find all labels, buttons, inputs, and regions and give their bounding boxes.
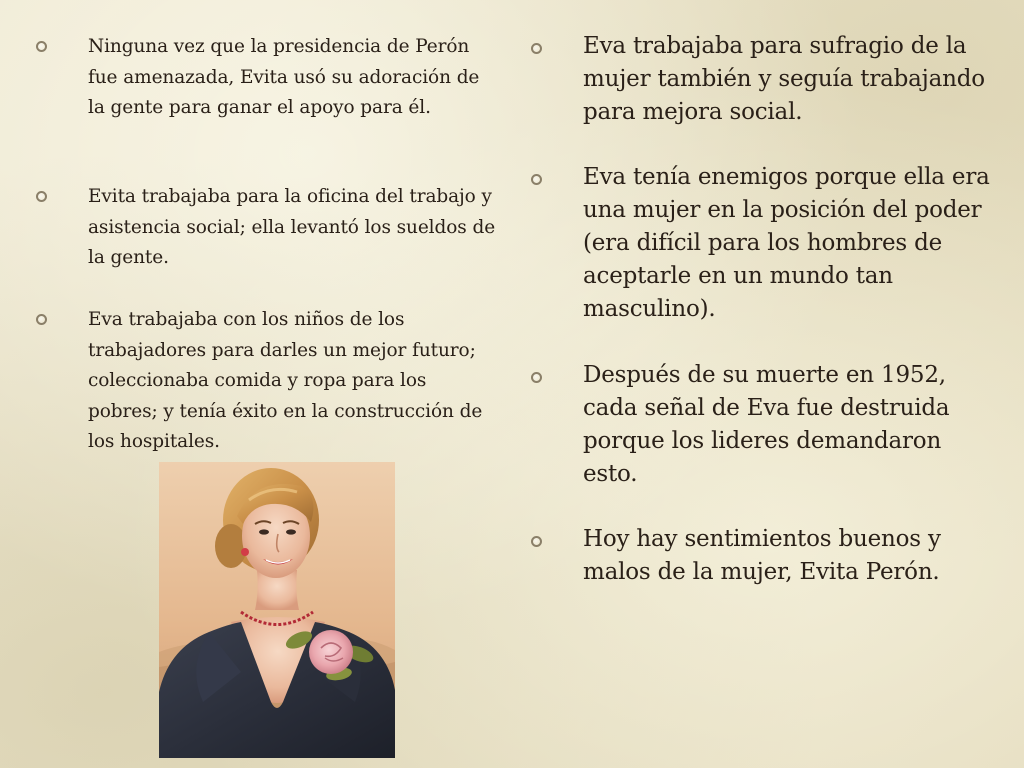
right-bullet-item-1: [525, 30, 1000, 129]
bullet-ring-icon: [531, 174, 542, 185]
bullet-text: Ninguna vez que la presidencia de Perón fue amenazada, Evita usó su adoración de la gente para ganar el apoyo para él.: [88, 36, 480, 118]
right-bullet-item-2: [525, 161, 1000, 326]
bullet-ring-icon: [531, 372, 542, 383]
bullet-text: Eva tenía enemigos porque ella era una mujer en la posición del poder (era difícil para los hombres de aceptarle en un mundo tan masculino).: [583, 164, 990, 322]
bullet-ring-icon: [36, 191, 47, 202]
portrait-illustration-icon: [159, 462, 395, 758]
bullet-text: Hoy hay sentimientos buenos y malos de la mujer, Evita Perón.: [583, 526, 941, 585]
bullet-ring-icon: [531, 536, 542, 547]
bullet-text: Evita trabajaba para la oficina del trabajo y asistencia social; ella levantó los sueldos de la gente.: [88, 186, 496, 268]
bullet-ring-icon: [531, 43, 542, 54]
right-bullet-item-3: [525, 359, 1000, 491]
left-bullet-item-3: [30, 305, 500, 458]
bullet-ring-icon: [36, 41, 47, 52]
left-bullet-item-1: [30, 32, 500, 124]
right-bullet-item-4: [525, 523, 1000, 589]
bullet-ring-icon: [36, 314, 47, 325]
bullet-text: Después de su muerte en 1952, cada señal de Eva fue destruida porque los lideres demandaron esto.: [583, 362, 950, 487]
bullet-text: Eva trabajaba para sufragio de la mujer también y seguía trabajando para mejora social.: [583, 33, 985, 125]
bullet-text: Eva trabajaba con los niños de los trabajadores para darles un mejor futuro; coleccionaba comida y ropa para los pobres; y tenía éxito en la construcción de los hospitales.: [88, 309, 483, 452]
left-bullet-item-2: [30, 182, 500, 274]
portrait-image: [159, 462, 395, 758]
